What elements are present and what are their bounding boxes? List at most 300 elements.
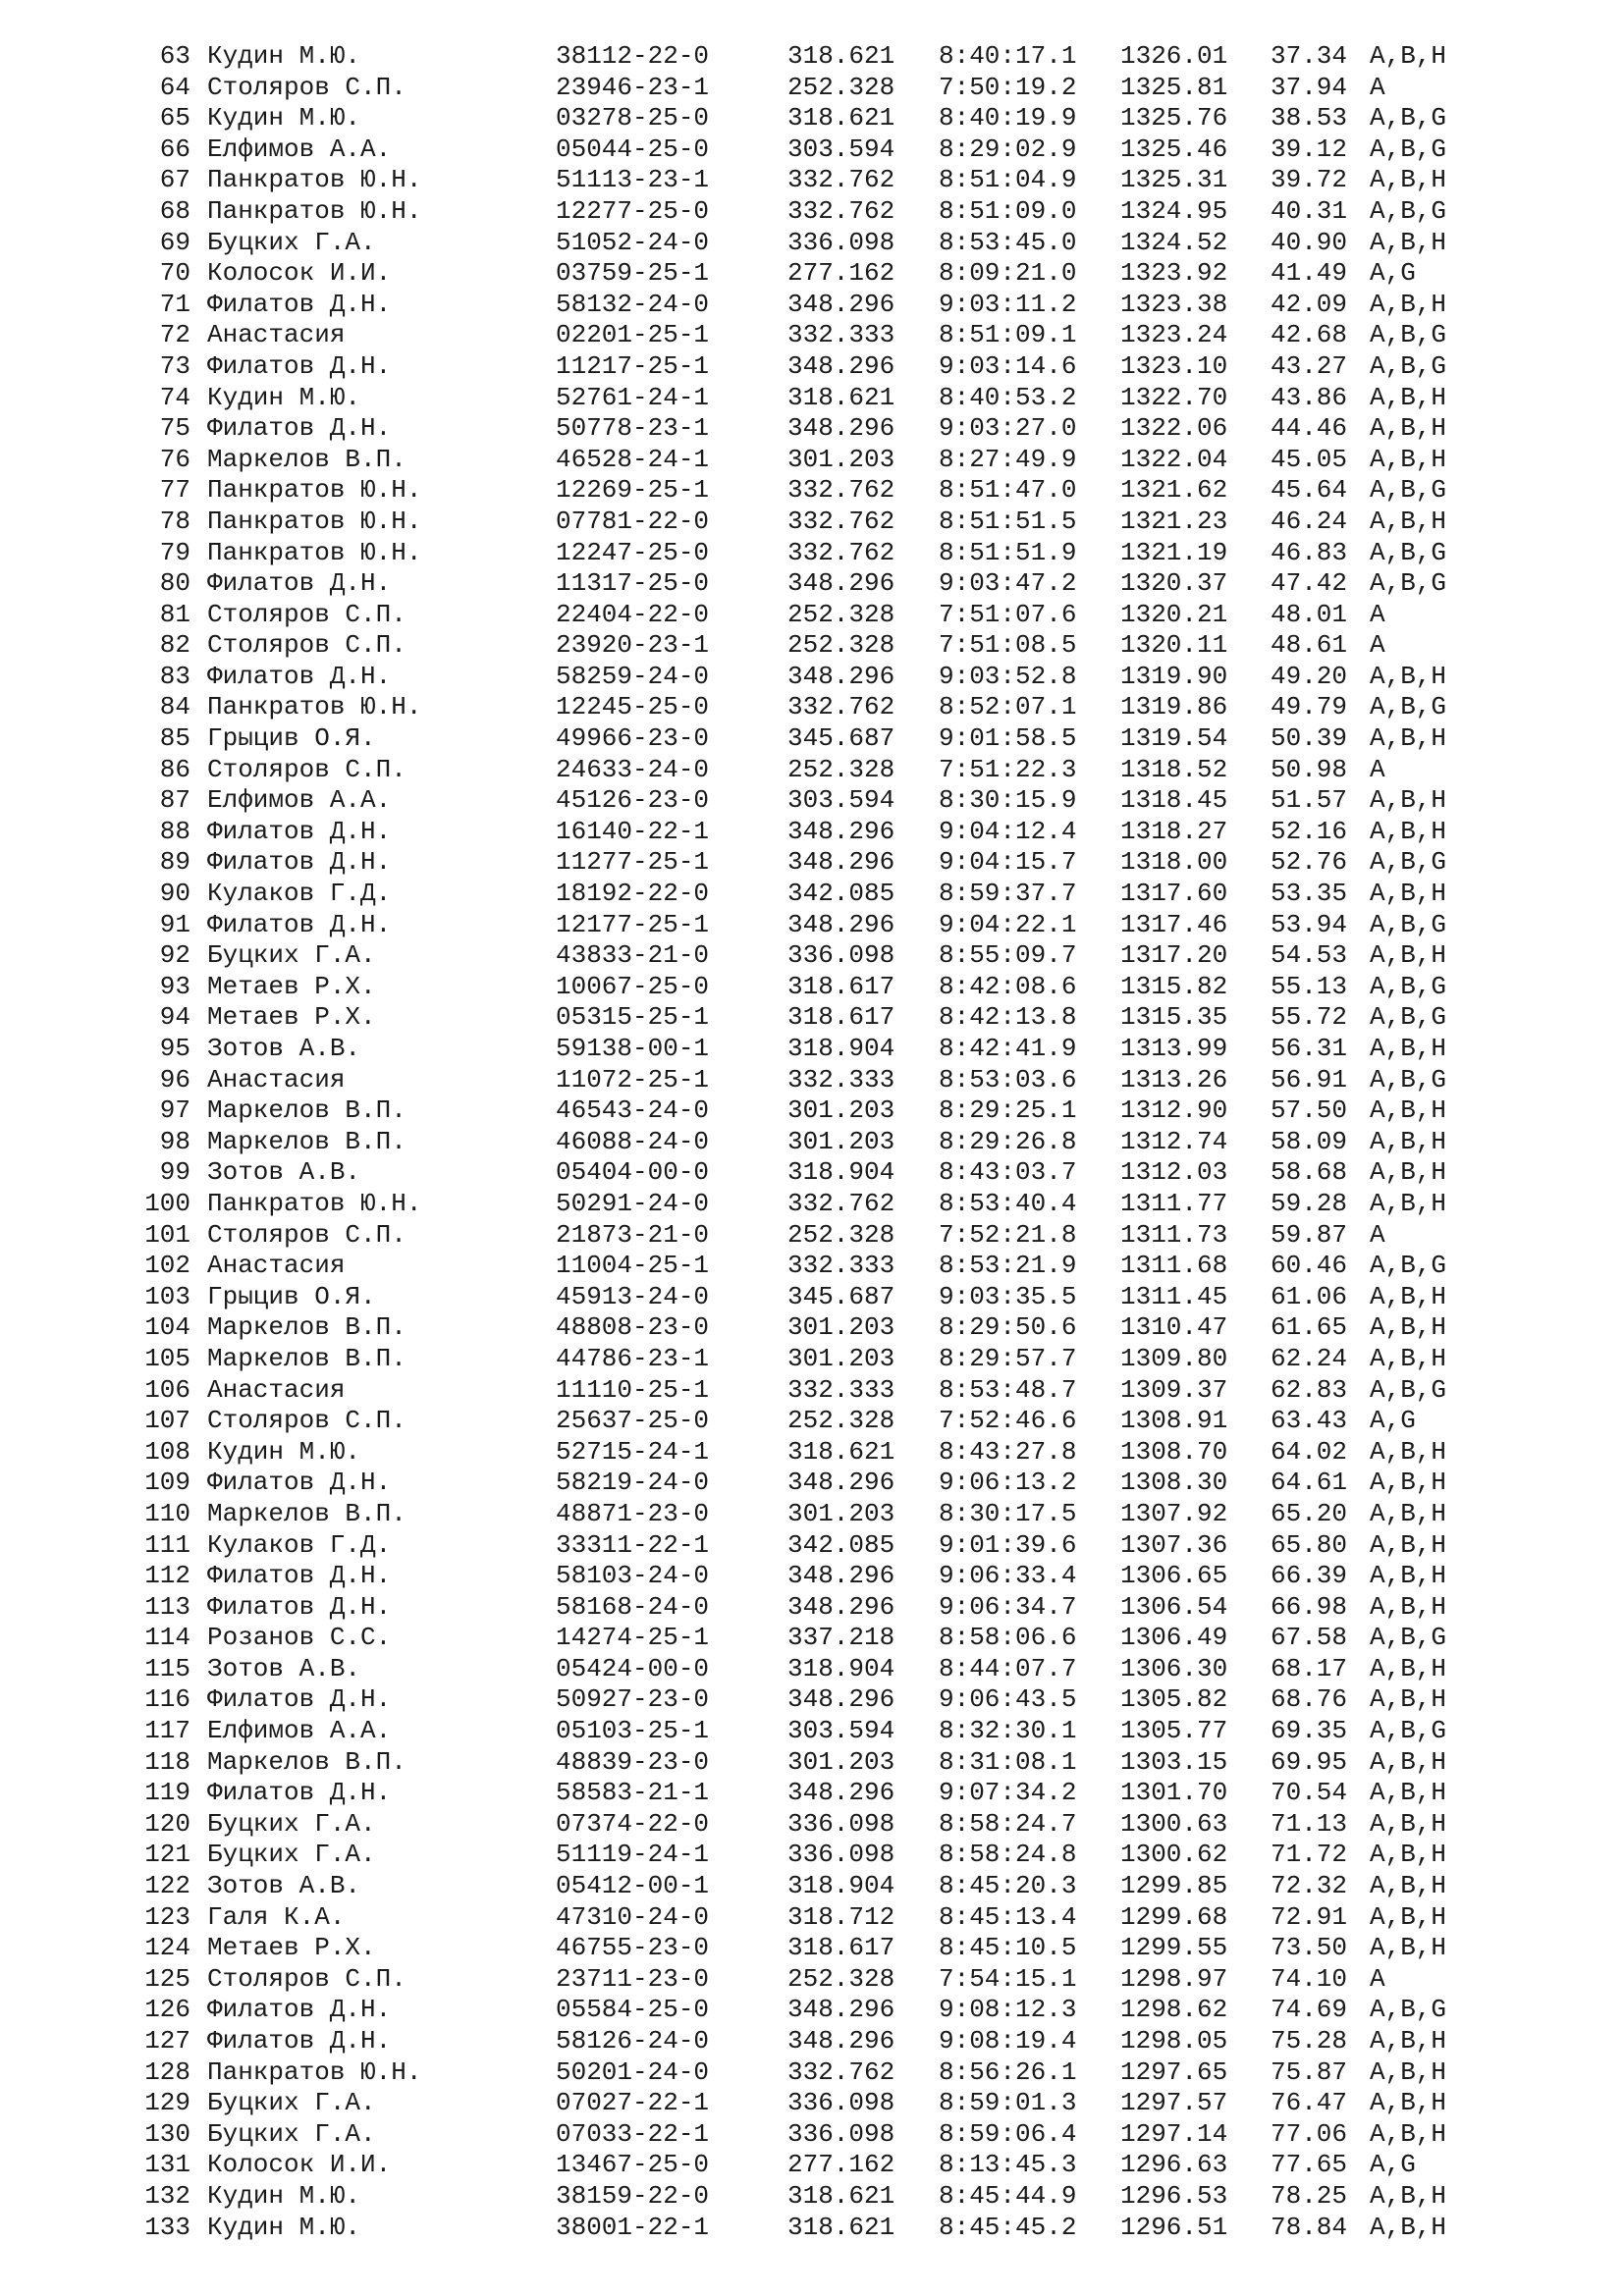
- codes-cell: A: [1370, 630, 1385, 661]
- flight-time-cell: 8:45:13.4: [939, 1901, 1077, 1932]
- ring-id-cell: 12269-25-1: [556, 475, 710, 506]
- codes-cell: A,B,H: [1370, 227, 1447, 257]
- table-row: [0, 940, 1624, 972]
- codes-cell: A,B,G: [1370, 568, 1447, 599]
- speed-cell: 1326.01: [1120, 41, 1228, 71]
- rank-cell: 113: [144, 1591, 190, 1622]
- rank-cell: 93: [159, 971, 190, 1001]
- ring-id-cell: 10067-25-0: [556, 971, 710, 1001]
- table-row: [0, 290, 1624, 321]
- flight-time-cell: 8:29:57.7: [939, 1343, 1077, 1373]
- flight-time-cell: 9:03:27.0: [939, 413, 1077, 444]
- flight-time-cell: 8:30:15.9: [939, 785, 1077, 816]
- rank-cell: 85: [159, 723, 190, 754]
- rank-cell: 101: [144, 1219, 190, 1250]
- flight-time-cell: 8:09:21.0: [939, 258, 1077, 289]
- flight-time-cell: 9:04:22.1: [939, 909, 1077, 939]
- codes-cell: A,B,H: [1370, 2118, 1447, 2149]
- table-row: [0, 2119, 1624, 2151]
- owner-name-cell: Буцких Г.А.: [207, 2118, 376, 2149]
- codes-cell: A,B,H: [1370, 1871, 1447, 1901]
- rank-cell: 71: [159, 289, 190, 319]
- speed-cell: 1309.37: [1120, 1374, 1228, 1405]
- table-row: [0, 1375, 1624, 1407]
- rank-cell: 121: [144, 1840, 190, 1870]
- points-cell: 75.28: [1271, 2026, 1348, 2056]
- distance-cell: 348.296: [787, 816, 895, 846]
- owner-name-cell: Филатов Д.Н.: [207, 1468, 392, 1498]
- ring-id-cell: 14274-25-1: [556, 1623, 710, 1653]
- codes-cell: A,B,G: [1370, 537, 1447, 567]
- codes-cell: A,B,G: [1370, 1002, 1447, 1033]
- owner-name-cell: Кудин М.Ю.: [207, 103, 361, 133]
- codes-cell: A,B,G: [1370, 350, 1447, 381]
- ring-id-cell: 38112-22-0: [556, 41, 710, 71]
- ring-id-cell: 24633-24-0: [556, 754, 710, 784]
- distance-cell: 252.328: [787, 1406, 895, 1436]
- codes-cell: A,B,H: [1370, 1808, 1447, 1839]
- distance-cell: 332.333: [787, 1251, 895, 1281]
- speed-cell: 1312.90: [1120, 1095, 1228, 1126]
- rank-cell: 132: [144, 2180, 190, 2211]
- table-row: [0, 662, 1624, 693]
- points-cell: 75.87: [1271, 2056, 1348, 2087]
- points-cell: 59.87: [1271, 1219, 1348, 1250]
- owner-name-cell: Кудин М.Ю.: [207, 2180, 361, 2211]
- distance-cell: 318.621: [787, 2180, 895, 2211]
- distance-cell: 318.621: [787, 382, 895, 412]
- points-cell: 39.72: [1271, 165, 1348, 195]
- points-cell: 58.09: [1271, 1126, 1348, 1156]
- table-row: [0, 73, 1624, 104]
- codes-cell: A,B,H: [1370, 2056, 1447, 2087]
- flight-time-cell: 8:29:02.9: [939, 133, 1077, 164]
- speed-cell: 1324.95: [1120, 195, 1228, 226]
- codes-cell: A,B,H: [1370, 785, 1447, 816]
- owner-name-cell: Елфимов А.А.: [207, 785, 392, 816]
- table-row: [0, 972, 1624, 1003]
- rank-cell: 99: [159, 1157, 190, 1188]
- points-cell: 52.76: [1271, 847, 1348, 878]
- flight-time-cell: 8:53:21.9: [939, 1251, 1077, 1281]
- owner-name-cell: Буцких Г.А.: [207, 940, 376, 971]
- speed-cell: 1323.10: [1120, 350, 1228, 381]
- speed-cell: 1312.03: [1120, 1157, 1228, 1188]
- points-cell: 60.46: [1271, 1251, 1348, 1281]
- codes-cell: A,B,H: [1370, 2088, 1447, 2118]
- owner-name-cell: Филатов Д.Н.: [207, 847, 392, 878]
- speed-cell: 1325.46: [1120, 133, 1228, 164]
- speed-cell: 1315.82: [1120, 971, 1228, 1001]
- table-row: [0, 538, 1624, 569]
- distance-cell: 252.328: [787, 1963, 895, 1994]
- points-cell: 76.47: [1271, 2088, 1348, 2118]
- speed-cell: 1317.46: [1120, 909, 1228, 939]
- codes-cell: A,B,H: [1370, 382, 1447, 412]
- distance-cell: 252.328: [787, 72, 895, 102]
- points-cell: 40.31: [1271, 195, 1348, 226]
- ring-id-cell: 07781-22-0: [556, 506, 710, 536]
- rank-cell: 125: [144, 1963, 190, 1994]
- points-cell: 52.16: [1271, 816, 1348, 846]
- flight-time-cell: 7:51:07.6: [939, 599, 1077, 629]
- ring-id-cell: 58168-24-0: [556, 1591, 710, 1622]
- table-row: [0, 1312, 1624, 1344]
- points-cell: 37.94: [1271, 72, 1348, 102]
- speed-cell: 1298.97: [1120, 1963, 1228, 1994]
- owner-name-cell: Маркелов В.П.: [207, 1498, 406, 1528]
- flight-time-cell: 9:06:34.7: [939, 1591, 1077, 1622]
- flight-time-cell: 8:51:09.1: [939, 320, 1077, 350]
- rank-cell: 65: [159, 103, 190, 133]
- table-row: [0, 2057, 1624, 2089]
- points-cell: 69.35: [1271, 1716, 1348, 1746]
- table-row: [0, 1902, 1624, 1934]
- codes-cell: A,B,G: [1370, 909, 1447, 939]
- speed-cell: 1297.57: [1120, 2088, 1228, 2118]
- points-cell: 73.50: [1271, 1933, 1348, 1963]
- codes-cell: A,B,H: [1370, 1126, 1447, 1156]
- codes-cell: A,B,G: [1370, 1374, 1447, 1405]
- flight-time-cell: 8:42:13.8: [939, 1002, 1077, 1033]
- distance-cell: 345.687: [787, 723, 895, 754]
- flight-time-cell: 8:45:45.2: [939, 2212, 1077, 2242]
- table-row: [0, 1002, 1624, 1034]
- ring-id-cell: 48839-23-0: [556, 1746, 710, 1777]
- codes-cell: A: [1370, 599, 1385, 629]
- owner-name-cell: Колосок И.И.: [207, 2150, 392, 2180]
- distance-cell: 332.762: [787, 692, 895, 722]
- points-cell: 45.05: [1271, 444, 1348, 474]
- flight-time-cell: 8:13:45.3: [939, 2150, 1077, 2180]
- speed-cell: 1315.35: [1120, 1002, 1228, 1033]
- flight-time-cell: 8:51:47.0: [939, 475, 1077, 506]
- distance-cell: 332.762: [787, 195, 895, 226]
- rank-cell: 75: [159, 413, 190, 444]
- rank-cell: 79: [159, 537, 190, 567]
- distance-cell: 318.904: [787, 1157, 895, 1188]
- owner-name-cell: Столяров С.П.: [207, 754, 406, 784]
- speed-cell: 1318.00: [1120, 847, 1228, 878]
- rank-cell: 107: [144, 1406, 190, 1436]
- flight-time-cell: 8:32:30.1: [939, 1716, 1077, 1746]
- table-row: [0, 1623, 1624, 1654]
- ring-id-cell: 58259-24-0: [556, 661, 710, 691]
- distance-cell: 318.904: [787, 1034, 895, 1063]
- codes-cell: A,B,G: [1370, 692, 1447, 722]
- flight-time-cell: 7:51:22.3: [939, 754, 1077, 784]
- rank-cell: 72: [159, 320, 190, 350]
- table-row: [0, 1995, 1624, 2026]
- flight-time-cell: 8:51:51.5: [939, 506, 1077, 536]
- distance-cell: 318.617: [787, 971, 895, 1001]
- codes-cell: A,B,G: [1370, 847, 1447, 878]
- distance-cell: 318.621: [787, 1436, 895, 1467]
- flight-time-cell: 9:08:12.3: [939, 1995, 1077, 2025]
- speed-cell: 1324.52: [1120, 227, 1228, 257]
- table-row: [0, 1095, 1624, 1127]
- owner-name-cell: Маркелов В.П.: [207, 444, 406, 474]
- speed-cell: 1312.74: [1120, 1126, 1228, 1156]
- owner-name-cell: Филатов Д.Н.: [207, 1995, 392, 2025]
- flight-time-cell: 8:45:10.5: [939, 1933, 1077, 1963]
- points-cell: 48.61: [1271, 630, 1348, 661]
- owner-name-cell: Столяров С.П.: [207, 72, 406, 102]
- flight-time-cell: 7:50:19.2: [939, 72, 1077, 102]
- owner-name-cell: Буцких Г.А.: [207, 227, 376, 257]
- rank-cell: 114: [144, 1623, 190, 1653]
- owner-name-cell: Филатов Д.Н.: [207, 661, 392, 691]
- ring-id-cell: 23711-23-0: [556, 1963, 710, 1994]
- distance-cell: 303.594: [787, 1716, 895, 1746]
- codes-cell: A,B,H: [1370, 165, 1447, 195]
- table-row: [0, 1933, 1624, 1964]
- codes-cell: A,B,G: [1370, 1716, 1447, 1746]
- rank-cell: 133: [144, 2212, 190, 2242]
- distance-cell: 336.098: [787, 1840, 895, 1870]
- points-cell: 72.91: [1271, 1901, 1348, 1932]
- points-cell: 43.27: [1271, 350, 1348, 381]
- codes-cell: A: [1370, 72, 1385, 102]
- points-cell: 68.76: [1271, 1684, 1348, 1715]
- codes-cell: A,B,H: [1370, 723, 1447, 754]
- ring-id-cell: 44786-23-1: [556, 1343, 710, 1373]
- owner-name-cell: Маркелов В.П.: [207, 1095, 406, 1126]
- speed-cell: 1308.70: [1120, 1436, 1228, 1467]
- ring-id-cell: 47310-24-0: [556, 1901, 710, 1932]
- points-cell: 48.01: [1271, 599, 1348, 629]
- codes-cell: A,B,H: [1370, 1653, 1447, 1683]
- speed-cell: 1301.70: [1120, 1778, 1228, 1808]
- distance-cell: 332.762: [787, 537, 895, 567]
- rank-cell: 89: [159, 847, 190, 878]
- flight-time-cell: 8:58:24.7: [939, 1808, 1077, 1839]
- codes-cell: A,B,G: [1370, 103, 1447, 133]
- speed-cell: 1305.82: [1120, 1684, 1228, 1715]
- distance-cell: 348.296: [787, 413, 895, 444]
- rank-cell: 83: [159, 661, 190, 691]
- distance-cell: 348.296: [787, 289, 895, 319]
- rank-cell: 124: [144, 1933, 190, 1963]
- owner-name-cell: Панкратов Ю.Н.: [207, 506, 422, 536]
- codes-cell: A,B,H: [1370, 506, 1447, 536]
- owner-name-cell: Филатов Д.Н.: [207, 350, 392, 381]
- distance-cell: 252.328: [787, 1219, 895, 1250]
- codes-cell: A,B,G: [1370, 320, 1447, 350]
- speed-cell: 1306.30: [1120, 1653, 1228, 1683]
- distance-cell: 348.296: [787, 661, 895, 691]
- points-cell: 74.10: [1271, 1963, 1348, 1994]
- ring-id-cell: 05404-00-0: [556, 1157, 710, 1188]
- codes-cell: A,B,H: [1370, 1436, 1447, 1467]
- rank-cell: 69: [159, 227, 190, 257]
- ring-id-cell: 51052-24-0: [556, 227, 710, 257]
- distance-cell: 336.098: [787, 940, 895, 971]
- flight-time-cell: 9:04:12.4: [939, 816, 1077, 846]
- table-row: [0, 1747, 1624, 1779]
- owner-name-cell: Зотов А.В.: [207, 1157, 361, 1188]
- table-row: [0, 847, 1624, 879]
- codes-cell: A,B,H: [1370, 1591, 1447, 1622]
- table-row: [0, 1251, 1624, 1282]
- rank-cell: 97: [159, 1095, 190, 1126]
- ring-id-cell: 50201-24-0: [556, 2056, 710, 2087]
- ring-id-cell: 33311-22-1: [556, 1529, 710, 1560]
- table-row: [0, 1809, 1624, 1841]
- codes-cell: A,B,H: [1370, 1901, 1447, 1932]
- flight-time-cell: 8:59:06.4: [939, 2118, 1077, 2149]
- speed-cell: 1321.62: [1120, 475, 1228, 506]
- rank-cell: 81: [159, 599, 190, 629]
- flight-time-cell: 9:01:58.5: [939, 723, 1077, 754]
- distance-cell: 336.098: [787, 1808, 895, 1839]
- ring-id-cell: 45913-24-0: [556, 1281, 710, 1311]
- owner-name-cell: Филатов Д.Н.: [207, 568, 392, 599]
- distance-cell: 318.621: [787, 103, 895, 133]
- rank-cell: 96: [159, 1064, 190, 1095]
- flight-time-cell: 8:43:03.7: [939, 1157, 1077, 1188]
- owner-name-cell: Кудин М.Ю.: [207, 2212, 361, 2242]
- rank-cell: 116: [144, 1684, 190, 1715]
- flight-time-cell: 8:30:17.5: [939, 1498, 1077, 1528]
- speed-cell: 1320.21: [1120, 599, 1228, 629]
- codes-cell: A,B,H: [1370, 1684, 1447, 1715]
- points-cell: 42.68: [1271, 320, 1348, 350]
- flight-time-cell: 9:08:19.4: [939, 2026, 1077, 2056]
- points-cell: 49.79: [1271, 692, 1348, 722]
- codes-cell: A,B,H: [1370, 413, 1447, 444]
- ring-id-cell: 05315-25-1: [556, 1002, 710, 1033]
- points-cell: 78.84: [1271, 2212, 1348, 2242]
- distance-cell: 301.203: [787, 1095, 895, 1126]
- points-cell: 77.06: [1271, 2118, 1348, 2149]
- owner-name-cell: Буцких Г.А.: [207, 1808, 376, 1839]
- rank-cell: 64: [159, 72, 190, 102]
- rank-cell: 104: [144, 1312, 190, 1343]
- ring-id-cell: 11217-25-1: [556, 350, 710, 381]
- ring-id-cell: 07027-22-1: [556, 2088, 710, 2118]
- owner-name-cell: Грыцив О.Я.: [207, 1281, 376, 1311]
- points-cell: 58.68: [1271, 1157, 1348, 1188]
- owner-name-cell: Колосок И.И.: [207, 258, 392, 289]
- codes-cell: A,G: [1370, 258, 1416, 289]
- speed-cell: 1299.55: [1120, 1933, 1228, 1963]
- ring-id-cell: 46755-23-0: [556, 1933, 710, 1963]
- distance-cell: 318.621: [787, 2212, 895, 2242]
- points-cell: 53.94: [1271, 909, 1348, 939]
- rank-cell: 63: [159, 41, 190, 71]
- points-cell: 68.17: [1271, 1653, 1348, 1683]
- flight-time-cell: 9:01:39.6: [939, 1529, 1077, 1560]
- table-row: [0, 507, 1624, 538]
- speed-cell: 1322.70: [1120, 382, 1228, 412]
- codes-cell: A,B,G: [1370, 1995, 1447, 2025]
- ring-id-cell: 51113-23-1: [556, 165, 710, 195]
- owner-name-cell: Столяров С.П.: [207, 1406, 406, 1436]
- codes-cell: A,B,H: [1370, 289, 1447, 319]
- flight-time-cell: 9:03:47.2: [939, 568, 1077, 599]
- table-row: [0, 723, 1624, 755]
- table-row: [0, 785, 1624, 817]
- ring-id-cell: 16140-22-1: [556, 816, 710, 846]
- points-cell: 40.90: [1271, 227, 1348, 257]
- rank-cell: 118: [144, 1746, 190, 1777]
- speed-cell: 1313.99: [1120, 1034, 1228, 1063]
- table-row: [0, 1034, 1624, 1065]
- points-cell: 45.64: [1271, 475, 1348, 506]
- distance-cell: 318.904: [787, 1653, 895, 1683]
- rank-cell: 128: [144, 2056, 190, 2087]
- flight-time-cell: 9:03:14.6: [939, 350, 1077, 381]
- rank-cell: 95: [159, 1034, 190, 1063]
- table-row: [0, 165, 1624, 196]
- flight-time-cell: 8:58:06.6: [939, 1623, 1077, 1653]
- points-cell: 47.42: [1271, 568, 1348, 599]
- rank-cell: 120: [144, 1808, 190, 1839]
- ring-id-cell: 23920-23-1: [556, 630, 710, 661]
- speed-cell: 1300.62: [1120, 1840, 1228, 1870]
- ring-id-cell: 05412-00-1: [556, 1871, 710, 1901]
- distance-cell: 342.085: [787, 1529, 895, 1560]
- distance-cell: 348.296: [787, 909, 895, 939]
- flight-time-cell: 8:29:25.1: [939, 1095, 1077, 1126]
- codes-cell: A,B,H: [1370, 444, 1447, 474]
- owner-name-cell: Филатов Д.Н.: [207, 816, 392, 846]
- points-cell: 56.91: [1271, 1064, 1348, 1095]
- table-row: [0, 228, 1624, 259]
- ring-id-cell: 38001-22-1: [556, 2212, 710, 2242]
- distance-cell: 348.296: [787, 350, 895, 381]
- distance-cell: 332.333: [787, 1374, 895, 1405]
- rank-cell: 103: [144, 1281, 190, 1311]
- ring-id-cell: 48871-23-0: [556, 1498, 710, 1528]
- flight-time-cell: 8:45:44.9: [939, 2180, 1077, 2211]
- speed-cell: 1317.60: [1120, 879, 1228, 909]
- owner-name-cell: Елфимов А.А.: [207, 1716, 392, 1746]
- table-row: [0, 1561, 1624, 1592]
- points-cell: 37.34: [1271, 41, 1348, 71]
- distance-cell: 336.098: [787, 227, 895, 257]
- flight-time-cell: 8:44:07.7: [939, 1653, 1077, 1683]
- owner-name-cell: Панкратов Ю.Н.: [207, 195, 422, 226]
- distance-cell: 332.762: [787, 165, 895, 195]
- rank-cell: 112: [144, 1561, 190, 1591]
- codes-cell: A,B,H: [1370, 816, 1447, 846]
- rank-cell: 115: [144, 1653, 190, 1683]
- distance-cell: 318.617: [787, 1002, 895, 1033]
- ring-id-cell: 12177-25-1: [556, 909, 710, 939]
- ring-id-cell: 50927-23-0: [556, 1684, 710, 1715]
- owner-name-cell: Метаев Р.Х.: [207, 1933, 376, 1963]
- codes-cell: A,B,H: [1370, 1095, 1447, 1126]
- distance-cell: 301.203: [787, 1498, 895, 1528]
- owner-name-cell: Маркелов В.П.: [207, 1312, 406, 1343]
- points-cell: 66.98: [1271, 1591, 1348, 1622]
- rank-cell: 92: [159, 940, 190, 971]
- codes-cell: A,B,H: [1370, 2180, 1447, 2211]
- owner-name-cell: Панкратов Ю.Н.: [207, 2056, 422, 2087]
- speed-cell: 1319.90: [1120, 661, 1228, 691]
- owner-name-cell: Грыцив О.Я.: [207, 723, 376, 754]
- speed-cell: 1311.68: [1120, 1251, 1228, 1281]
- flight-time-cell: 8:40:17.1: [939, 41, 1077, 71]
- points-cell: 63.43: [1271, 1406, 1348, 1436]
- codes-cell: A,B,H: [1370, 2026, 1447, 2056]
- points-cell: 66.39: [1271, 1561, 1348, 1591]
- rank-cell: 74: [159, 382, 190, 412]
- ring-id-cell: 51119-24-1: [556, 1840, 710, 1870]
- table-row: [0, 600, 1624, 631]
